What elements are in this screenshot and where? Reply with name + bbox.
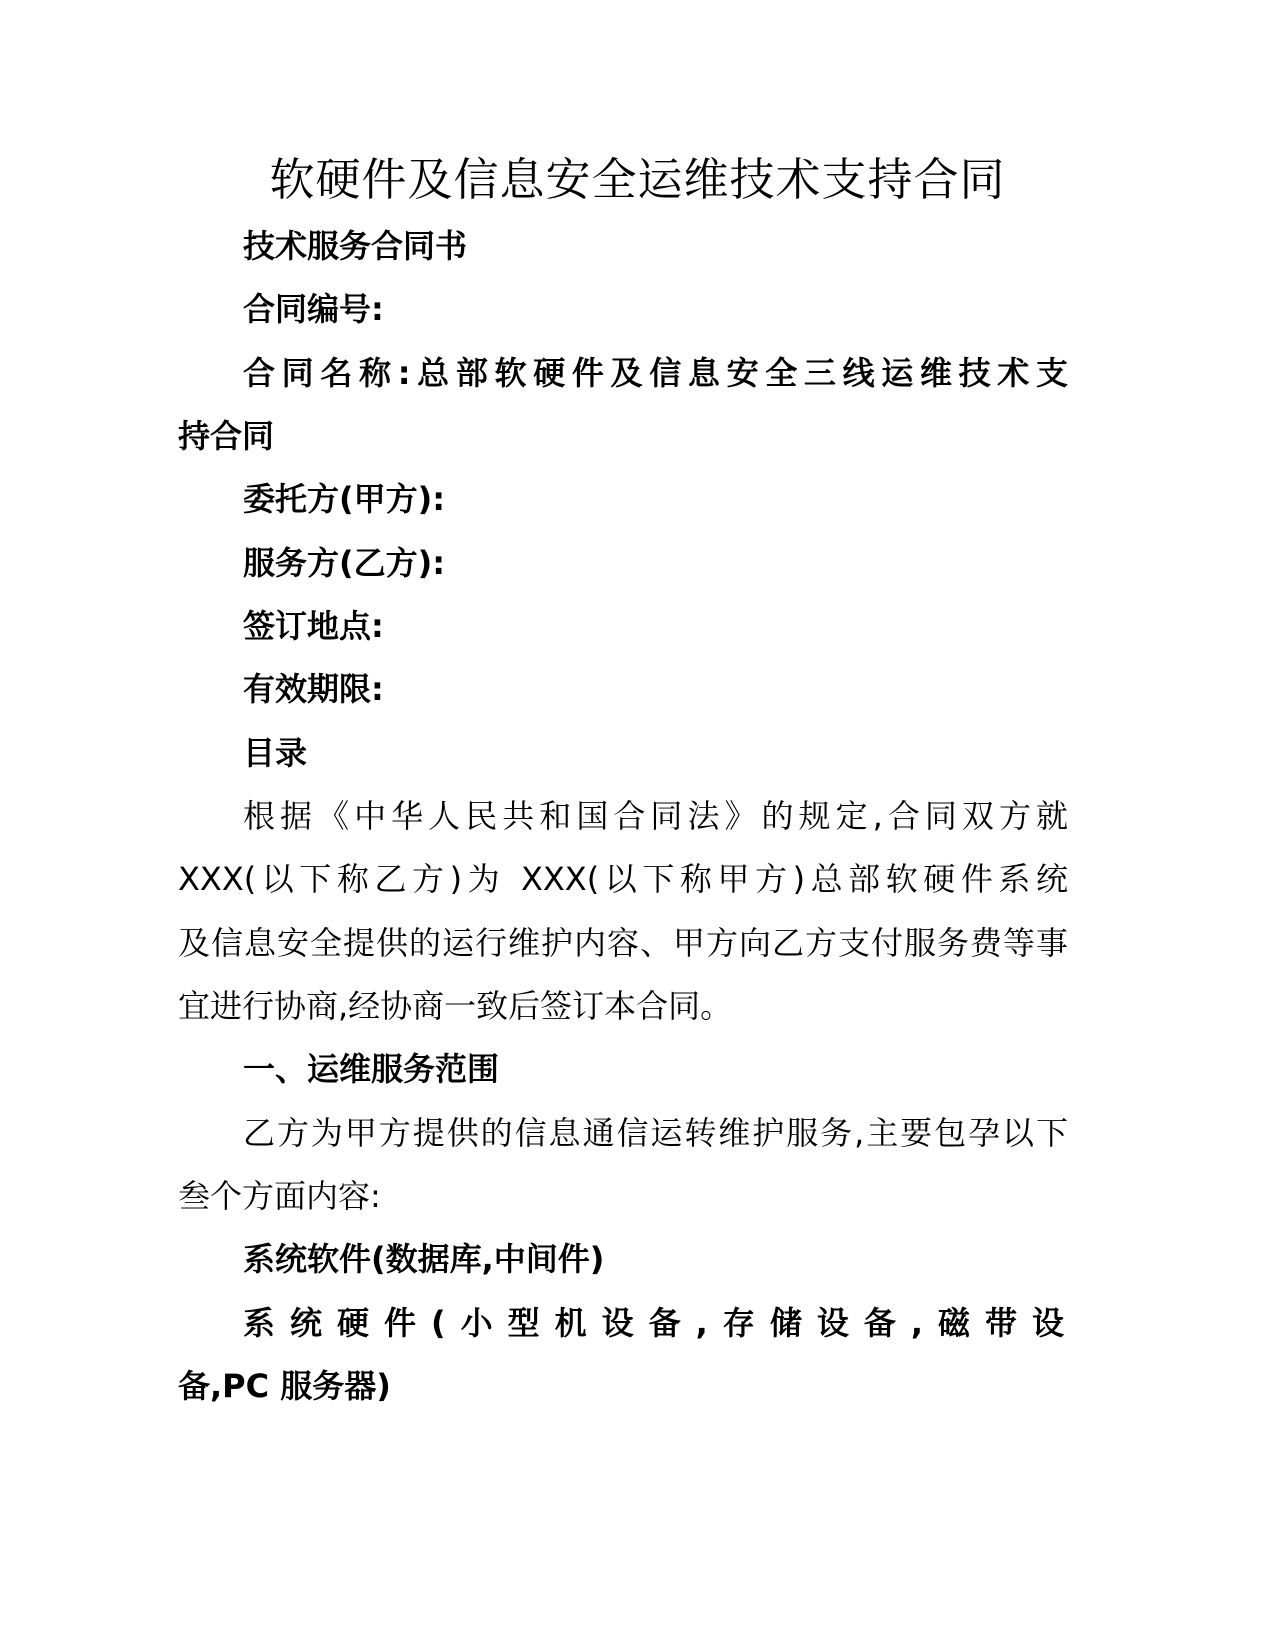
toc-heading: 目录	[243, 734, 308, 772]
party-a-label: 委托方(甲方):	[243, 480, 446, 518]
validity-label: 有效期限:	[243, 670, 384, 708]
intro-line-1: 根据《中华人民共和国合同法》的规定,合同双方就	[243, 797, 1068, 835]
contract-name-line-1: 合同名称:总部软硬件及信息安全三线运维技术支	[243, 354, 1068, 392]
contract-name-line-2: 持合同	[178, 417, 275, 455]
item-system-hardware-line-1: 系统硬件(小型机设备,存储设备,磁带设	[243, 1304, 1068, 1342]
item-system-hardware-line-2: 备,PC 服务器)	[178, 1367, 391, 1405]
contract-number-label: 合同编号:	[243, 290, 384, 328]
document-title: 软硬件及信息安全运维技术支持合同	[269, 153, 1006, 206]
section-1-line-2: 叁个方面内容:	[178, 1177, 381, 1215]
item-system-software: 系统软件(数据库,中间件)	[243, 1240, 605, 1278]
section-1-line-1: 乙方为甲方提供的信息通信运转维护服务,主要包孕以下	[243, 1114, 1068, 1152]
contract-subtitle: 技术服务合同书	[243, 227, 468, 265]
signing-place-label: 签订地点:	[243, 607, 384, 645]
section-1-heading: 一、运维服务范围	[243, 1050, 500, 1088]
intro-line-2: XXX(以下称乙方)为 XXX(以下称甲方)总部软硬件系统	[178, 860, 1068, 898]
intro-line-3: 及信息安全提供的运行维护内容、甲方向乙方支付服务费等事	[178, 924, 1068, 962]
party-b-label: 服务方(乙方):	[243, 544, 446, 582]
intro-line-4: 宜进行协商,经协商一致后签订本合同。	[178, 987, 733, 1025]
